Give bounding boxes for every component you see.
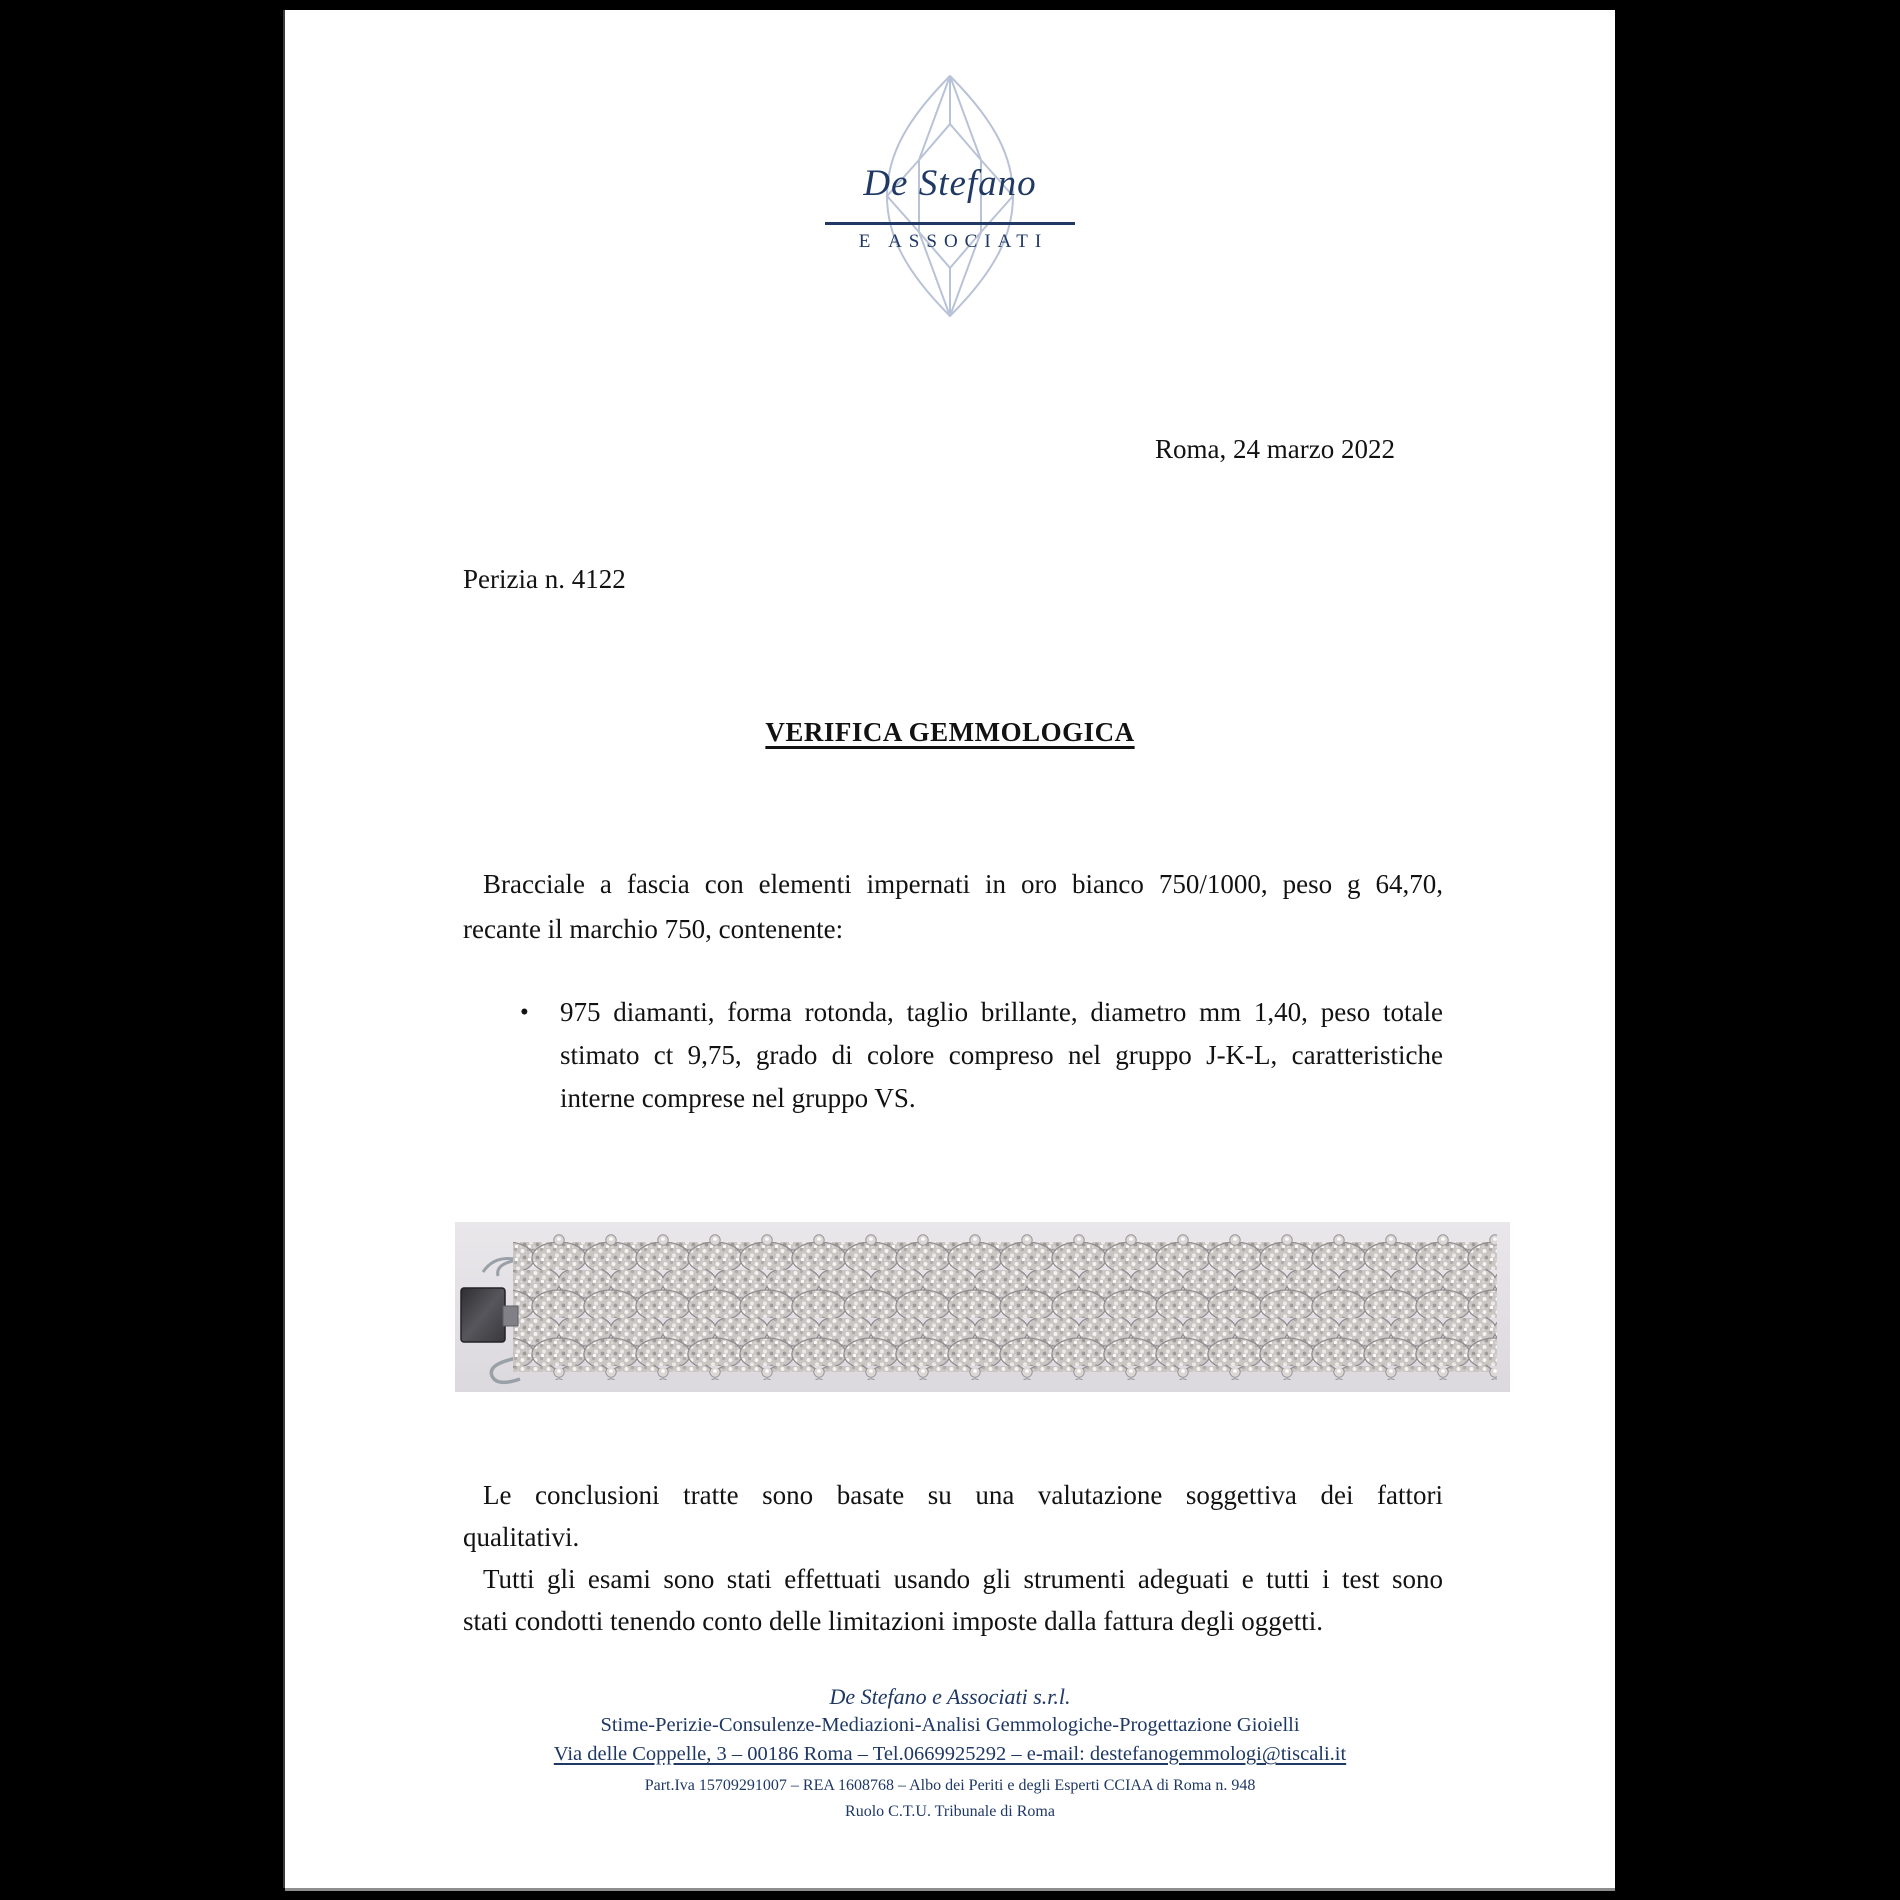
bullet-marker: • [520,999,529,1026]
footer-address: Via delle Coppelle, 3 – 00186 Roma – Tel.0669925292 – e-mail: destefanogemmologi@tiscali.it [553,1743,1347,1765]
bracelet-photo [455,1222,1510,1392]
bullet-item [463,991,1443,1120]
bullet-item-text: 975 diamanti, forma rotonda, taglio brillante, diametro mm 1,40, peso totale stimato ct 9,75, grado di colore compreso nel gruppo J-K-L, caratteristiche interne comprese nel gruppo VS. [560,997,1443,1113]
footer-company: De Stefano e Associati s.r.l. [829,1684,1071,1709]
conclusion-paragraph-1: Le conclusioni tratte sono basate su una valutazione soggettiva dei fattori qualitativi. [463,1480,1443,1552]
company-logo [775,70,1125,325]
footer-services: Stime-Perizie-Consulenze-Mediazioni-Analisi Gemmologiche-Progettazione Gioielli [600,1714,1300,1736]
footer-court: Ruolo C.T.U. Tribunale di Roma [845,1803,1055,1820]
document-page [285,10,1615,1888]
logo-wordmark: De Stefano [863,163,1037,204]
place-date: Roma, 24 marzo 2022 [1155,434,1395,464]
logo-rule [825,222,1075,225]
document-title: VERIFICA GEMMOLOGICA [765,717,1135,747]
footer [285,1682,1615,1825]
footer-registration: Part.Iva 15709291007 – REA 1608768 – Albo dei Periti e degli Esperti CCIAA di Roma n. 948 [644,1777,1256,1794]
bracelet-photo-image [455,1222,1510,1392]
intro-paragraph: Bracciale a fascia con elementi impernati in oro bianco 750/1000, peso g 64,70, recante il marchio 750, contenente: [463,869,1443,944]
logo-subtitle: E ASSOCIATI [858,231,1049,252]
report-number: Perizia n. 4122 [463,564,626,594]
conclusion-paragraph-2: Tutti gli esami sono stati effettuati usando gli strumenti adeguati e tutti i test sono stati condotti tenendo conto delle limitazioni imposte dalla fattura degli oggetti. [463,1564,1443,1636]
